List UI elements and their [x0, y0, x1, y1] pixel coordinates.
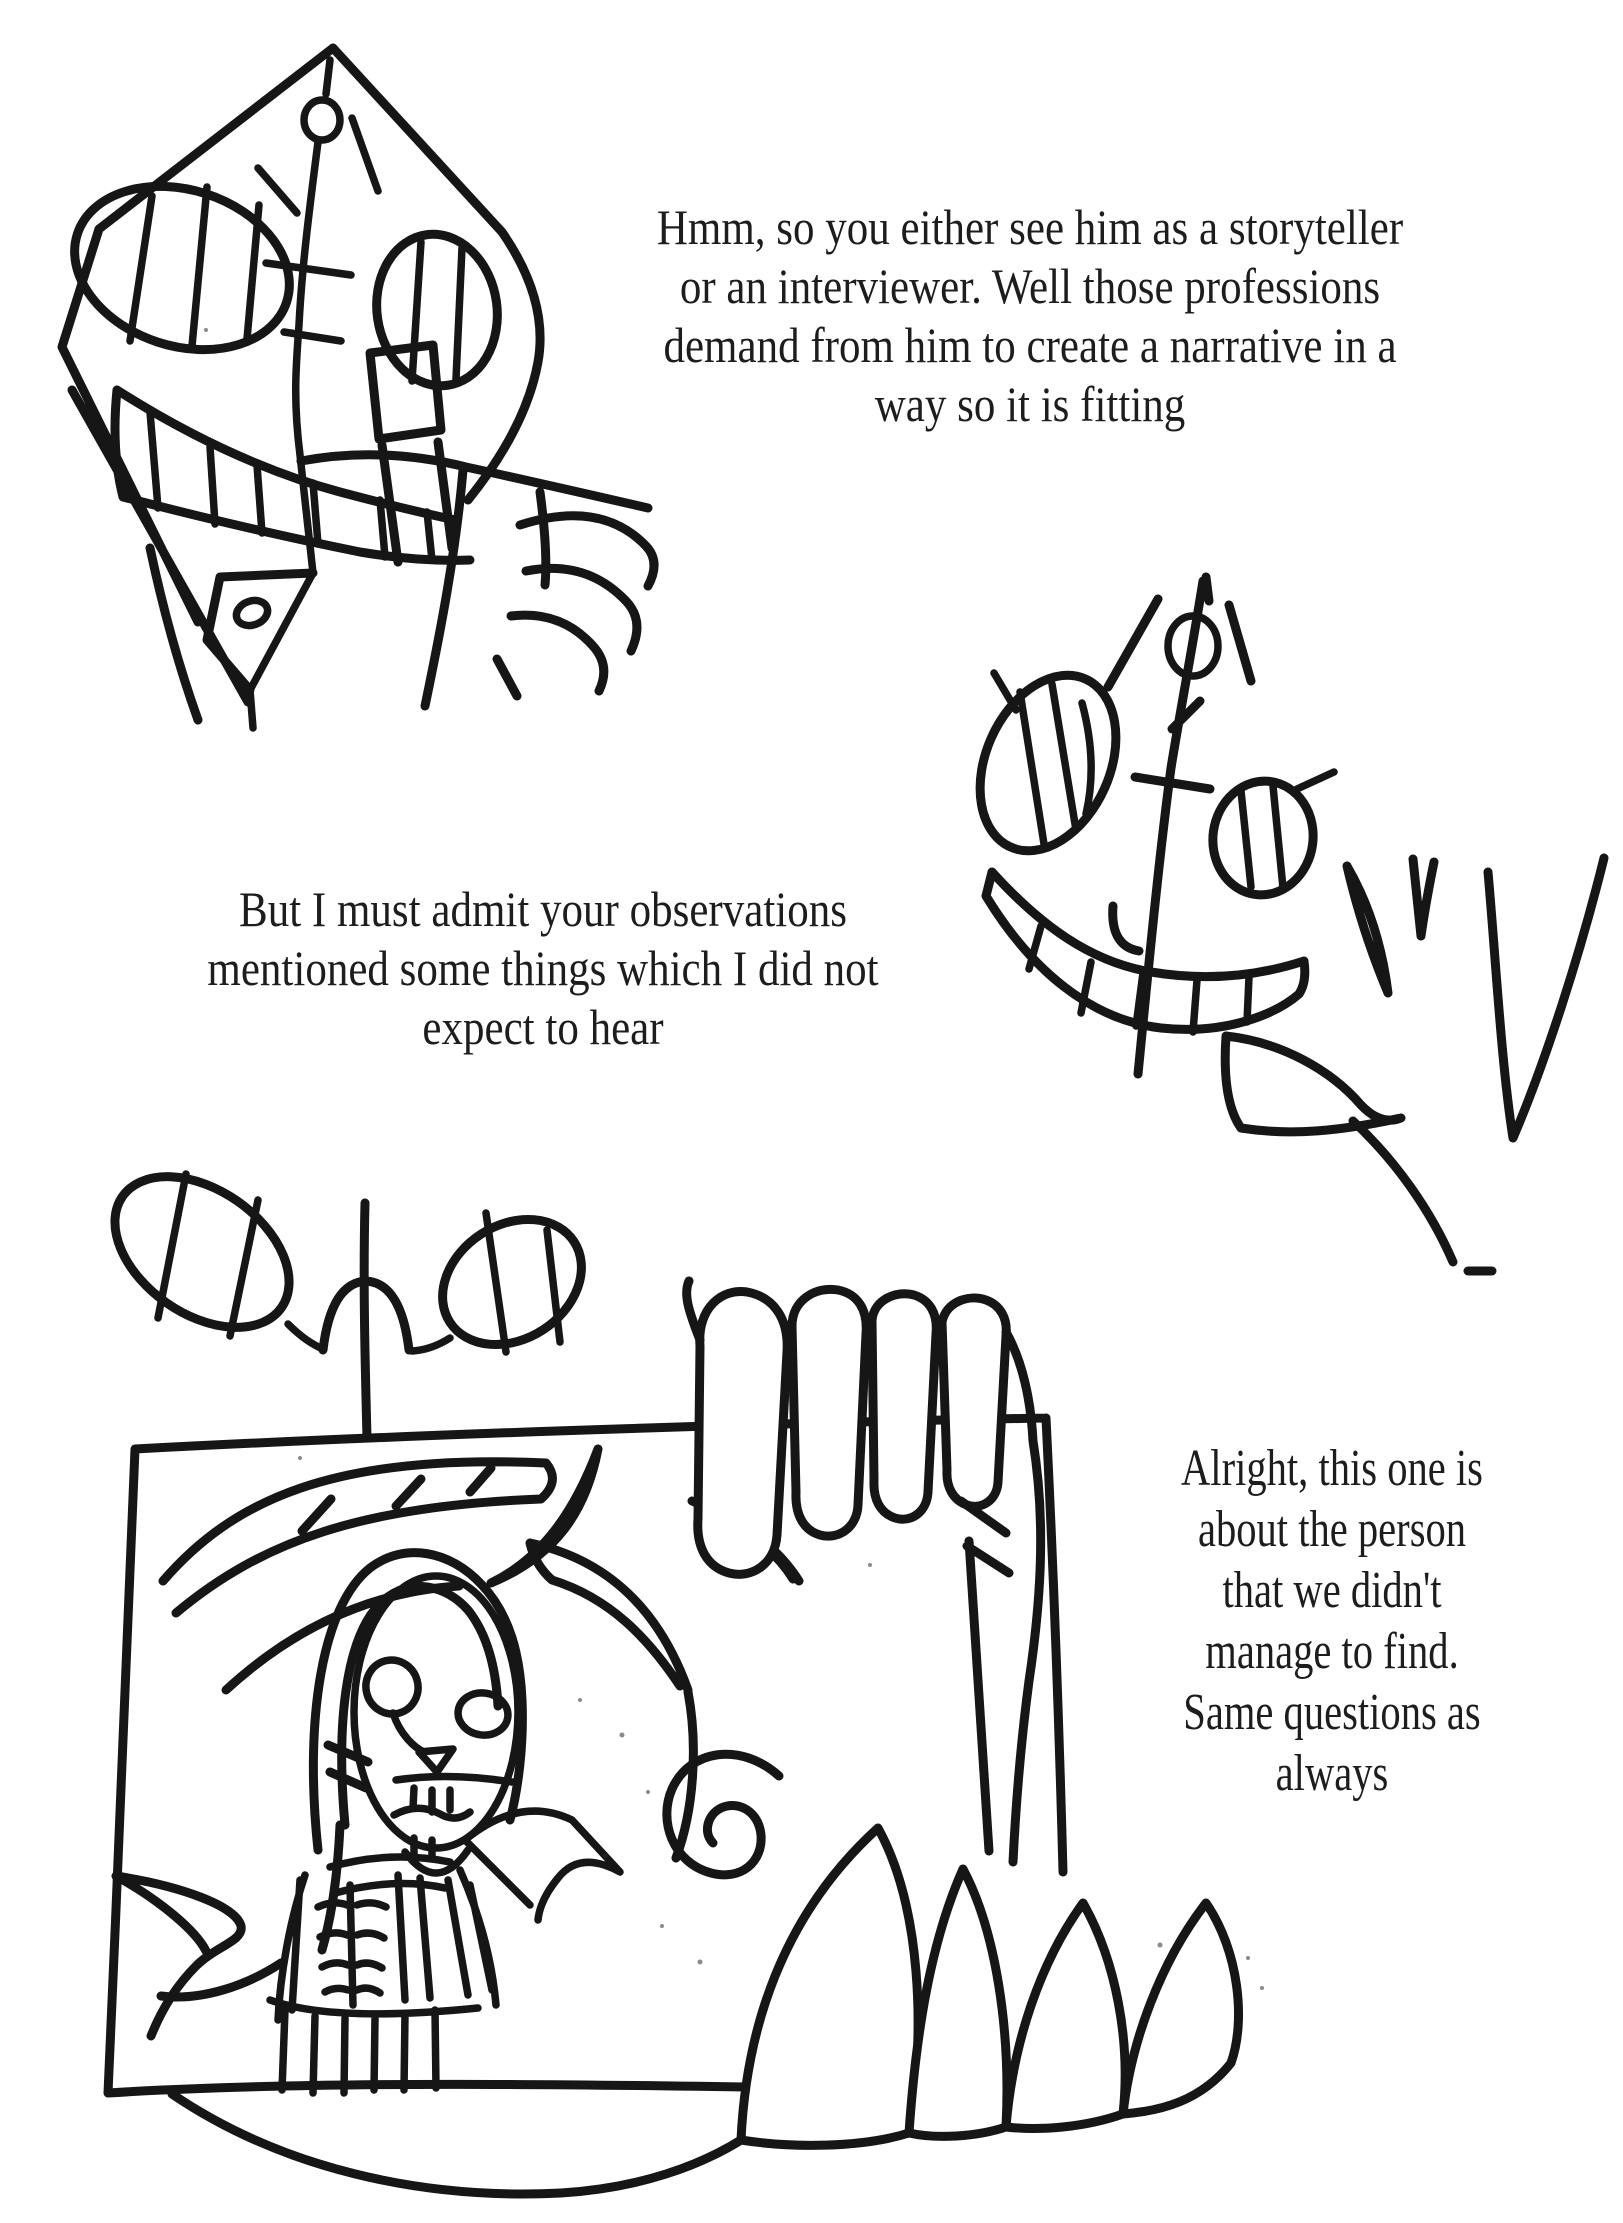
creature-head-drawing — [53, 48, 654, 728]
speech-line: Alright, this one is — [1181, 1440, 1483, 1497]
speech-line: that we didn't — [1222, 1562, 1442, 1619]
bottom-hand-finger-1 — [741, 1828, 918, 2145]
skeleton-ribs — [318, 1885, 386, 2005]
creature-grin — [115, 390, 470, 560]
speech-line: or an interviewer. Well those professions — [679, 258, 1381, 314]
creature-left-eye — [53, 160, 310, 376]
speech-line: expect to hear — [422, 999, 664, 1055]
face-swoosh-leaf — [1225, 1036, 1492, 1271]
left-striped-leaf — [87, 1146, 317, 1359]
card-bottom-left-leaf — [116, 1876, 281, 2036]
bottom-hand-finger-4 — [1123, 1903, 1239, 2114]
face-left-eye — [954, 654, 1142, 873]
speech-line: about the person — [1197, 1501, 1467, 1558]
speech-line: way so it is fitting — [874, 376, 1186, 432]
ink-speckles — [204, 328, 1264, 1990]
creature-face-drawing — [954, 577, 1604, 1271]
sprout-arch-and-stem — [323, 1203, 409, 1438]
skeleton-figure — [270, 1553, 620, 2093]
speech-line: Hmm, so you either see him as a storyteller — [656, 199, 1404, 255]
speech-line: Same questions as — [1183, 1684, 1481, 1741]
top-hand — [687, 1281, 1041, 1862]
top-hand-finger-1 — [698, 1291, 787, 1574]
creature-body — [150, 455, 648, 720]
sprout-leaf-ears — [87, 1146, 605, 1438]
face-sprout-stem — [1108, 577, 1251, 1074]
top-hand-finger-2 — [792, 1289, 866, 1536]
creature-forehead-sprout — [250, 60, 378, 728]
top-hand-finger-4 — [942, 1298, 1006, 1506]
speech-line: But I must admit your observations — [239, 881, 847, 937]
face-right-eye — [1206, 775, 1321, 902]
creature-claw-hand — [497, 516, 654, 696]
speech-text-3 — [1137, 1438, 1527, 1804]
bottom-hand-finger-2 — [909, 1869, 1007, 2136]
skull-right-eye — [455, 1690, 510, 1739]
creature-sprout-bud — [304, 100, 340, 140]
speech-line: mentioned some things which I did not — [207, 940, 879, 996]
top-hand-finger-3 — [872, 1294, 936, 1519]
skeleton-sleeve-wing — [465, 1811, 620, 1920]
speech-line: demand from him to create a narrative in a — [663, 317, 1397, 373]
bottom-hand-finger-3 — [1006, 1903, 1125, 2128]
creature-cheek-circle — [233, 596, 271, 629]
speech-text-2 — [113, 880, 973, 1057]
face-left-eye-stripes — [994, 673, 1091, 844]
speech-text-1 — [600, 198, 1460, 434]
face-grass-leaves — [1347, 858, 1604, 1138]
bottom-hand-palm — [172, 2094, 741, 2194]
speech-line: always — [1275, 1745, 1389, 1802]
speech-line: manage to find. — [1205, 1623, 1459, 1680]
